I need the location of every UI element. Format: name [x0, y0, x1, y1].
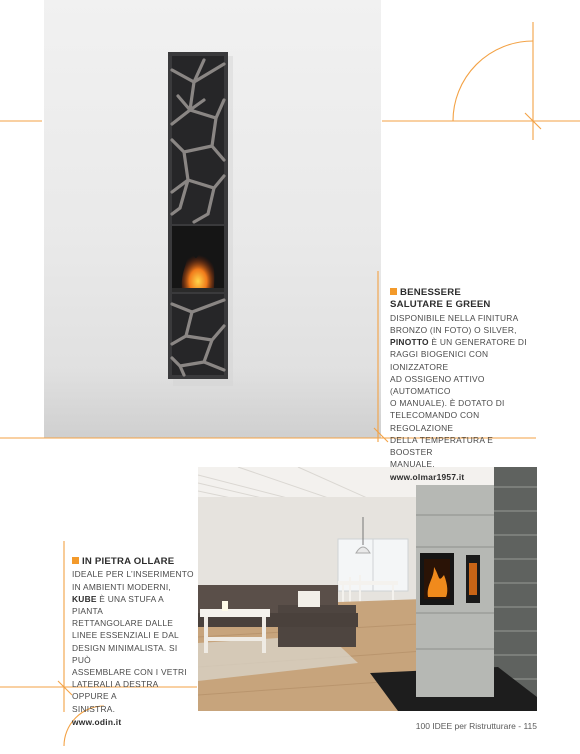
body-line: BRONZO (IN FOTO) O SILVER, — [390, 325, 517, 336]
body-line: È UNA STUFA A PIANTA — [72, 593, 164, 617]
heading-line: IN PIETRA OLLARE — [82, 556, 175, 567]
body-line: SINISTRA. — [72, 703, 116, 714]
body-line: LINEE ESSENZIALI E DAL — [72, 630, 179, 641]
caption-heading — [390, 287, 530, 312]
coffee-table — [200, 609, 270, 617]
caption-kube — [72, 556, 194, 728]
heading-line-2: SALUTARE E GREEN — [390, 299, 491, 311]
website-link[interactable]: www.olmar1957.it — [390, 472, 465, 483]
caption-body — [72, 568, 194, 714]
body-line: DELLA TEMPERATURA E BOOSTER — [390, 434, 494, 458]
fireplace-illustration — [44, 0, 381, 438]
body-line: DISPONIBILE NELLA FINITURA — [390, 312, 519, 323]
caption-body — [390, 312, 530, 471]
brand-name: KUBE — [72, 593, 97, 604]
body-line: TELECOMANDO CON REGOLAZIONE — [390, 410, 480, 433]
body-line: IN AMBIENTI MODERNI, — [72, 581, 171, 592]
living-room-illustration — [198, 467, 537, 711]
body-line: RETTANGOLARE DALLE — [72, 618, 174, 629]
caption-pinotto — [390, 287, 530, 484]
quarter-arc-decoration — [453, 41, 533, 121]
body-line: O MANUALE). È DOTATO DI — [390, 398, 505, 409]
body-line: MANUALE. — [390, 459, 435, 470]
website-link[interactable]: www.odin.it — [72, 716, 122, 727]
body-line: È UN GENERATORE DI — [428, 337, 527, 348]
orange-square-bullet-icon — [390, 288, 397, 295]
body-line: DESIGN MINIMALISTA. SI PUÒ — [72, 642, 178, 665]
photo-living-room-stove — [198, 467, 537, 711]
page-footer: 100 IDEE per Ristrutturare - 115 — [415, 721, 537, 731]
orange-square-bullet-icon — [72, 557, 79, 564]
body-line: AD OSSIGENO ATTIVO (AUTOMATICO — [390, 373, 485, 397]
caption-heading — [72, 556, 194, 568]
brand-name: PINOTTO — [390, 337, 429, 348]
body-line: ASSEMBLARE CON I VETRI — [72, 667, 187, 678]
body-line: LATERALI A DESTRA OPPURE A — [72, 679, 159, 702]
heading-line-1: BENESSERE — [400, 287, 461, 298]
body-line: IDEALE PER L’INSERIMENTO — [72, 569, 194, 580]
photo-wall-fireplace — [44, 0, 381, 438]
body-line: RAGGI BIOGENICI CON IONIZZATORE — [390, 349, 489, 372]
